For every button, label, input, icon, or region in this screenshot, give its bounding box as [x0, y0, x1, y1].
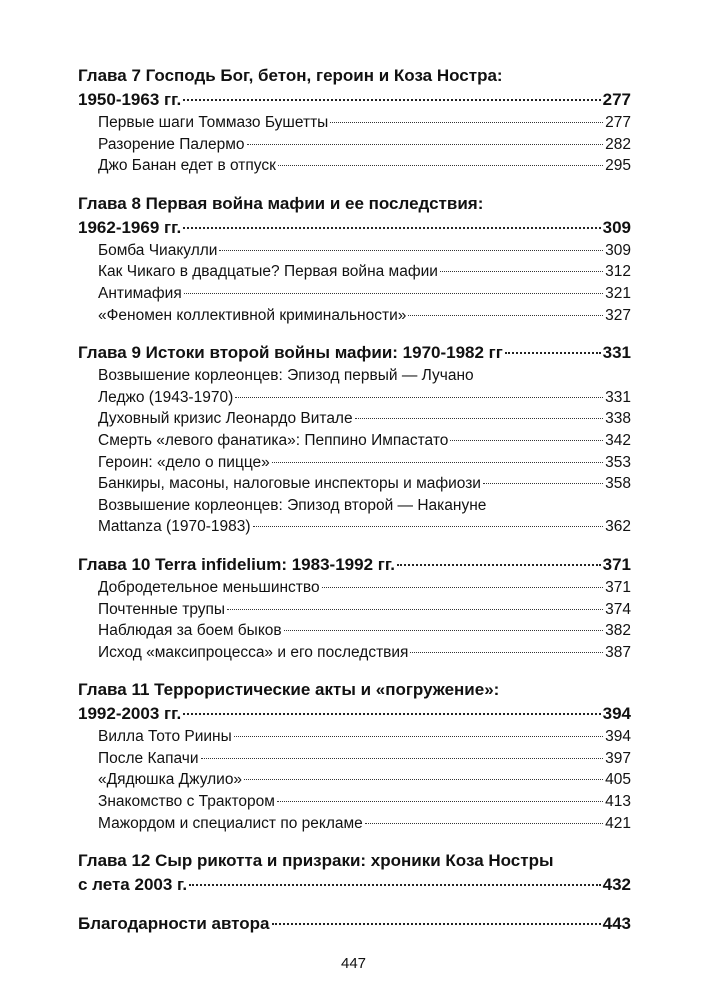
- section-entry: [78, 408, 631, 430]
- section-title: Знакомство с Трактором: [98, 793, 275, 811]
- chapter-page: 277: [602, 90, 631, 109]
- section-page: 331: [605, 388, 631, 406]
- dot-leader: [234, 736, 603, 737]
- toc-chapter: [78, 849, 631, 897]
- dot-leader: [278, 165, 603, 166]
- section-page: 353: [605, 453, 631, 471]
- section-page: 327: [605, 306, 631, 324]
- section-title: Джо Банан едет в отпуск: [98, 157, 276, 175]
- section-title: Добродетельное меньшинство: [98, 578, 320, 596]
- section-page: 413: [605, 793, 631, 811]
- section-entry: [78, 599, 631, 621]
- section-page: 405: [605, 771, 631, 789]
- chapter-title-line: Глава 7 Господь Бог, бетон, героин и Коза Ностра:: [78, 66, 503, 85]
- section-entry: [78, 577, 631, 599]
- section-title-line: Возвышение корлеонцев: Эпизод второй — Накануне: [98, 496, 487, 514]
- chapter-title: 1950-1963 гг.: [78, 90, 182, 109]
- section-page: 309: [605, 241, 631, 259]
- section-entry: [78, 516, 631, 538]
- section-page: 394: [605, 728, 631, 746]
- section-entry: [78, 261, 631, 283]
- section-entry: [78, 240, 631, 262]
- chapter-title: 1992-2003 гг.: [78, 704, 182, 724]
- dot-leader: [408, 315, 603, 316]
- section-entry: [78, 387, 631, 409]
- chapter-title: 1962-1969 гг.: [78, 217, 182, 237]
- chapter-entry: [78, 88, 631, 112]
- section-entry: [78, 283, 631, 305]
- toc-chapter: [78, 678, 631, 834]
- chapter-page: 309: [602, 217, 631, 237]
- section-page: 295: [605, 157, 631, 175]
- dot-leader: [355, 418, 604, 419]
- section-page: 338: [605, 410, 631, 428]
- section-title: Героин: «дело о пицце»: [98, 453, 270, 471]
- dot-leader: [277, 801, 603, 802]
- chapter-entry: [78, 216, 631, 240]
- page-number: 447: [340, 955, 367, 972]
- chapter-title-line: Глава 12 Сыр рикотта и призраки: хроники Коза Ностры: [78, 851, 554, 871]
- section-entry: [78, 813, 631, 835]
- chapter-title: Глава 10 Terra infidelium: 1983-1992 гг.: [78, 554, 395, 574]
- toc-chapter: [78, 192, 631, 326]
- dot-leader: [272, 462, 603, 463]
- section-entry: [78, 430, 631, 452]
- dot-leader: [235, 397, 603, 398]
- section-page: 387: [605, 643, 631, 661]
- section-page: 312: [605, 263, 631, 281]
- section-page: 374: [605, 600, 631, 618]
- section-page: 397: [605, 749, 631, 767]
- toc-chapter: [78, 553, 631, 663]
- dot-leader: [483, 483, 603, 484]
- table-of-contents: [78, 64, 631, 936]
- section-page: 362: [605, 518, 631, 536]
- chapter-page: 432: [602, 875, 631, 895]
- chapter-entry: [78, 341, 631, 365]
- section-title: Банкиры, масоны, налоговые инспекторы и мафиози: [98, 475, 481, 493]
- section-title: Леджо (1943-1970): [98, 388, 234, 406]
- section-page: 358: [605, 475, 631, 493]
- chapter-page: 394: [602, 704, 631, 724]
- section-title: Духовный кризис Леонардо Витале: [98, 410, 353, 428]
- section-title: Наблюдая за боем быков: [98, 622, 282, 640]
- chapter-page: 371: [602, 554, 631, 574]
- dot-leader: [183, 713, 600, 715]
- chapter-title: Благодарности автора: [78, 914, 270, 934]
- chapter-entry: [78, 553, 631, 577]
- section-entry: [78, 134, 631, 156]
- section-page: 371: [605, 578, 631, 596]
- section-title: Почтенные трупы: [98, 600, 226, 618]
- section-entry: [78, 112, 631, 134]
- dot-leader: [244, 779, 603, 780]
- section-entry: [78, 305, 631, 327]
- dot-leader: [440, 271, 603, 272]
- section-page: 277: [605, 114, 631, 131]
- dot-leader: [227, 609, 603, 610]
- chapter-title: с лета 2003 г.: [78, 875, 188, 895]
- chapter-entry: [78, 873, 631, 897]
- section-title: Как Чикаго в двадцатые? Первая война мафии: [98, 263, 438, 281]
- section-title: Антимафия: [98, 284, 182, 302]
- toc-chapter: [78, 912, 631, 936]
- dot-leader: [183, 99, 600, 101]
- section-title: Смерть «левого фанатика»: Пеппино Импастато: [98, 431, 449, 449]
- dot-leader: [505, 352, 601, 354]
- section-entry: [78, 769, 631, 791]
- section-title: Первые шаги Томмазо Бушетты: [98, 114, 329, 131]
- chapter-title-line: Глава 8 Первая война мафии и ее последствия:: [78, 193, 484, 213]
- dot-leader: [183, 227, 600, 229]
- dot-leader: [219, 250, 603, 251]
- dot-leader: [322, 587, 604, 588]
- section-entry: [78, 452, 631, 474]
- section-page: 342: [605, 431, 631, 449]
- section-page: 382: [605, 622, 631, 640]
- dot-leader: [272, 923, 601, 925]
- chapter-page: 443: [602, 914, 631, 934]
- dot-leader: [253, 526, 604, 527]
- section-title: Бомба Чиакулли: [98, 241, 218, 259]
- toc-chapter: [78, 64, 631, 177]
- dot-leader: [410, 652, 603, 653]
- section-entry: [78, 748, 631, 770]
- section-title: Исход «максипроцесса» и его последствия: [98, 643, 409, 661]
- toc-chapter: [78, 341, 631, 538]
- section-title: Вилла Тото Риины: [98, 728, 232, 746]
- section-title: Mattanza (1970-1983): [98, 518, 251, 536]
- section-title: «Дядюшка Джулио»: [98, 771, 243, 789]
- dot-leader: [365, 823, 603, 824]
- section-entry: [78, 791, 631, 813]
- dot-leader: [184, 293, 603, 294]
- chapter-title: Глава 9 Истоки второй войны мафии: 1970-1982 гг: [78, 343, 503, 363]
- dot-leader: [397, 564, 601, 566]
- dot-leader: [189, 884, 600, 886]
- dot-leader: [201, 758, 604, 759]
- section-title: После Капачи: [98, 749, 199, 767]
- chapter-entry: [78, 912, 631, 936]
- chapter-title-line: Глава 11 Террористические акты и «погружение»:: [78, 680, 500, 700]
- section-entry: [78, 642, 631, 664]
- section-page: 321: [605, 284, 631, 302]
- section-title-line: Возвышение корлеонцев: Эпизод первый — Лучано: [98, 367, 474, 385]
- section-entry: [78, 726, 631, 748]
- section-entry: [78, 155, 631, 177]
- dot-leader: [284, 630, 603, 631]
- section-title: Мажордом и специалист по рекламе: [98, 814, 363, 832]
- chapter-entry: [78, 702, 631, 726]
- dot-leader: [247, 144, 604, 145]
- dot-leader: [450, 440, 603, 441]
- section-title: «Феномен коллективной криминальности»: [98, 306, 407, 324]
- chapter-page: 331: [602, 343, 631, 363]
- dot-leader: [330, 122, 603, 123]
- section-entry: [78, 473, 631, 495]
- section-title: Разорение Палермо: [98, 135, 245, 153]
- section-page: 282: [605, 135, 631, 153]
- section-page: 421: [605, 814, 631, 832]
- section-entry: [78, 620, 631, 642]
